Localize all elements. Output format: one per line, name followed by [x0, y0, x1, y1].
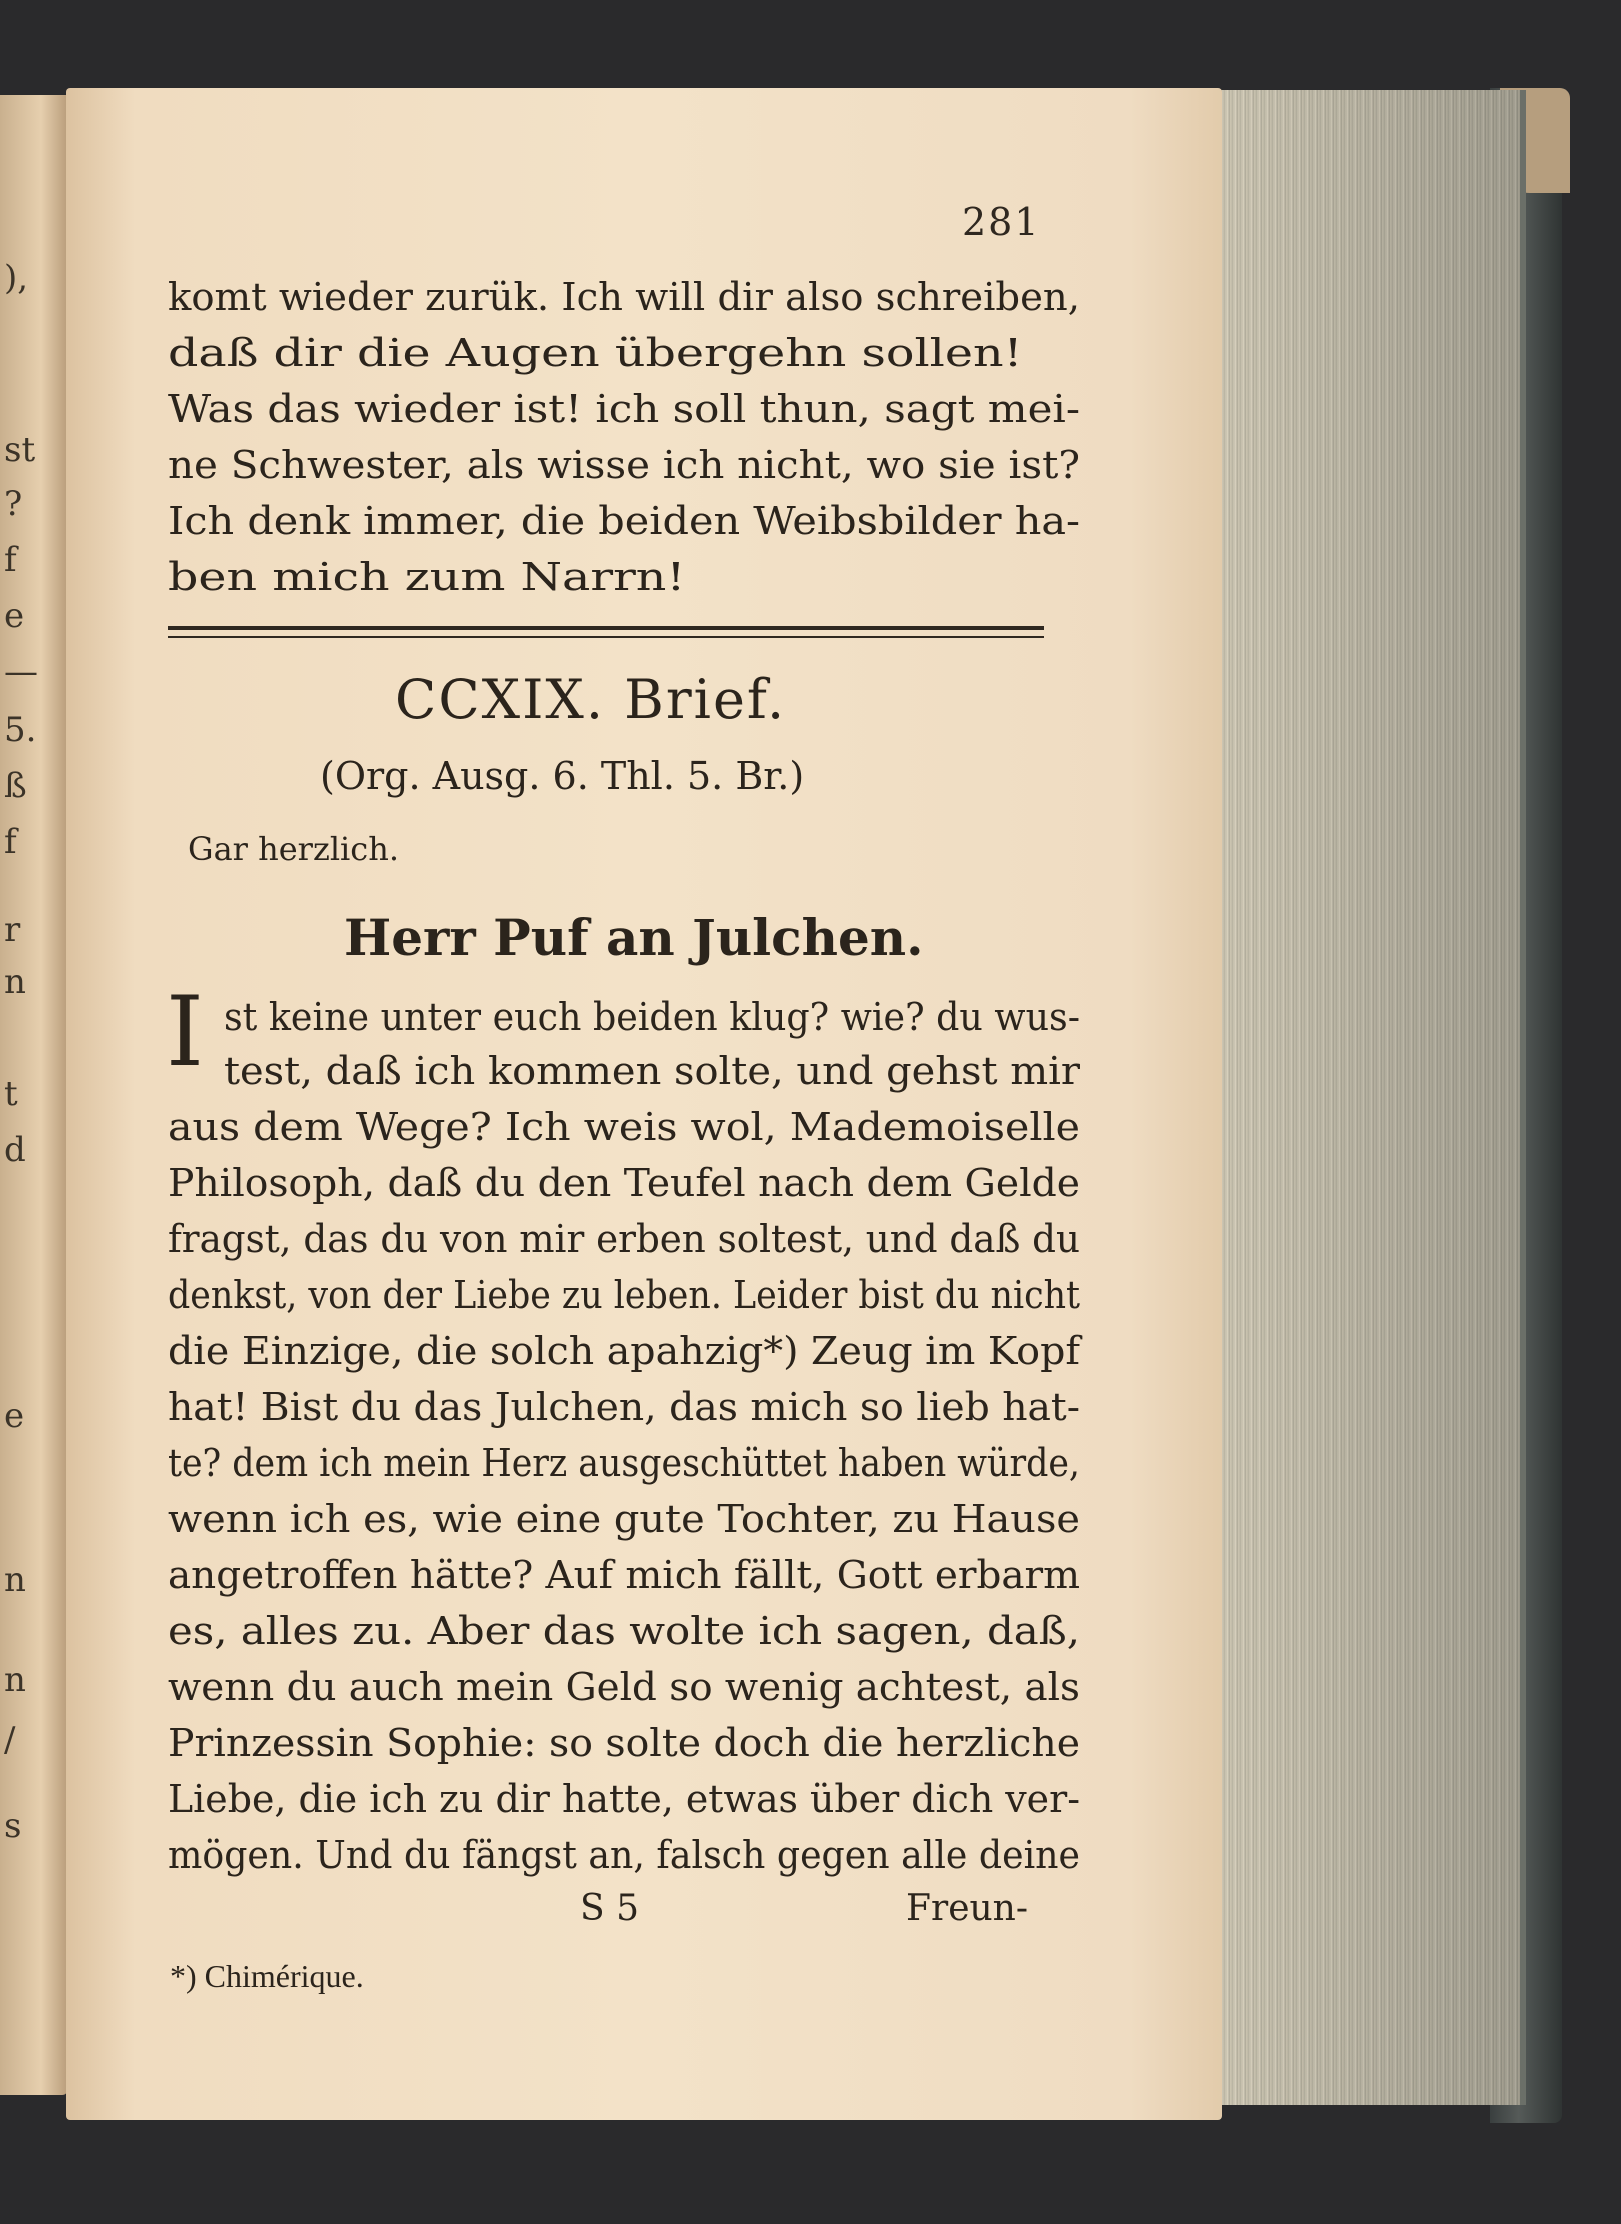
facing-page-fragment: t — [4, 1074, 18, 1114]
text-line: wenn du auch mein Geld so wenig achtest, als — [168, 1665, 1080, 1709]
text-line: Liebe, die ich zu dir hatte, etwas über dich ver- — [168, 1777, 1080, 1821]
text-line: aus dem Wege? Ich weis wol, Mademoiselle — [168, 1105, 1080, 1149]
letter-heading: Herr Puf an Julchen. — [344, 908, 924, 967]
text-line: Prinzessin Sophie: so solte doch die herzliche — [168, 1721, 1080, 1765]
facing-page-fragment: d — [4, 1130, 26, 1170]
facing-page-fragment: 5. — [4, 710, 37, 750]
facing-page-fragment: e — [4, 1396, 25, 1436]
page-number: 281 — [962, 200, 1041, 244]
edition-note: (Org. Ausg. 6. Thl. 5. Br.) — [320, 754, 805, 798]
facing-page-fragment: n — [4, 962, 26, 1002]
section-rule-thin — [168, 636, 1044, 638]
facing-page-fragment: s — [4, 1806, 22, 1846]
facing-page-fragment: / — [4, 1720, 16, 1760]
letter-title: CCXIX. Brief. — [395, 668, 787, 731]
facing-page-fragment: n — [4, 1560, 26, 1600]
text-line: te? dem ich mein Herz ausgeschüttet haben würde, — [168, 1441, 1080, 1485]
signature-mark: S 5 — [580, 1888, 640, 1929]
text-line: fragst, das du von mir erben soltest, und daß du — [168, 1217, 1080, 1261]
text-line: Philosoph, daß du den Teufel nach dem Gelde — [168, 1161, 1080, 1205]
footnote: *) Chimérique. — [170, 1958, 364, 1994]
drop-cap: I — [166, 976, 204, 1088]
text-line: hat! Bist du das Julchen, das mich so lieb hat- — [168, 1385, 1080, 1429]
text-line: wenn ich es, wie eine gute Tochter, zu Hause — [168, 1497, 1080, 1541]
text-line: test, daß ich kommen solte, und gehst mir — [224, 1049, 1080, 1093]
greeting-line: Gar herzlich. — [188, 830, 399, 868]
text-line: Was das wieder ist! ich soll thun, sagt mei- — [168, 387, 1080, 431]
facing-page-fragment: f — [4, 540, 17, 580]
text-line: die Einzige, die solch apahzig*) Zeug im Kopf — [168, 1329, 1080, 1373]
text-line: komt wieder zurük. Ich will dir also schreiben, — [168, 275, 1080, 319]
facing-page-fragment: r — [4, 910, 21, 950]
facing-page-fragment: ), — [4, 258, 29, 298]
text-line: ben mich zum Narrn! — [168, 555, 686, 599]
facing-page-fragment: e — [4, 596, 25, 636]
facing-page-fragment: f — [4, 822, 17, 862]
text-line: mögen. Und du fängst an, falsch gegen alle deine — [168, 1833, 1080, 1877]
facing-page-fragment: st — [4, 430, 36, 470]
text-line: angetroffen hätte? Auf mich fällt, Gott erbarm — [168, 1553, 1080, 1597]
text-line: ne Schwester, als wisse ich nicht, wo sie ist? — [168, 443, 1080, 487]
facing-page-fragment: — — [4, 652, 38, 692]
text-line: es, alles zu. Aber das wolte ich sagen, daß, — [168, 1609, 1080, 1653]
facing-page-fragment: n — [4, 1660, 26, 1700]
catchword: Freun- — [906, 1888, 1029, 1929]
text-line: daß dir die Augen übergehn sollen! — [168, 331, 1023, 375]
section-rule — [168, 626, 1044, 630]
facing-page-fragment: ß — [4, 766, 27, 806]
text-line: Ich denk immer, die beiden Weibsbilder ha- — [168, 499, 1080, 543]
page-block-shade — [1218, 90, 1520, 2105]
text-line: st keine unter euch beiden klug? wie? du wus- — [224, 995, 1080, 1039]
text-line: denkst, von der Liebe zu leben. Leider bist du nicht — [168, 1273, 1080, 1317]
facing-page-fragment: ? — [4, 484, 23, 524]
